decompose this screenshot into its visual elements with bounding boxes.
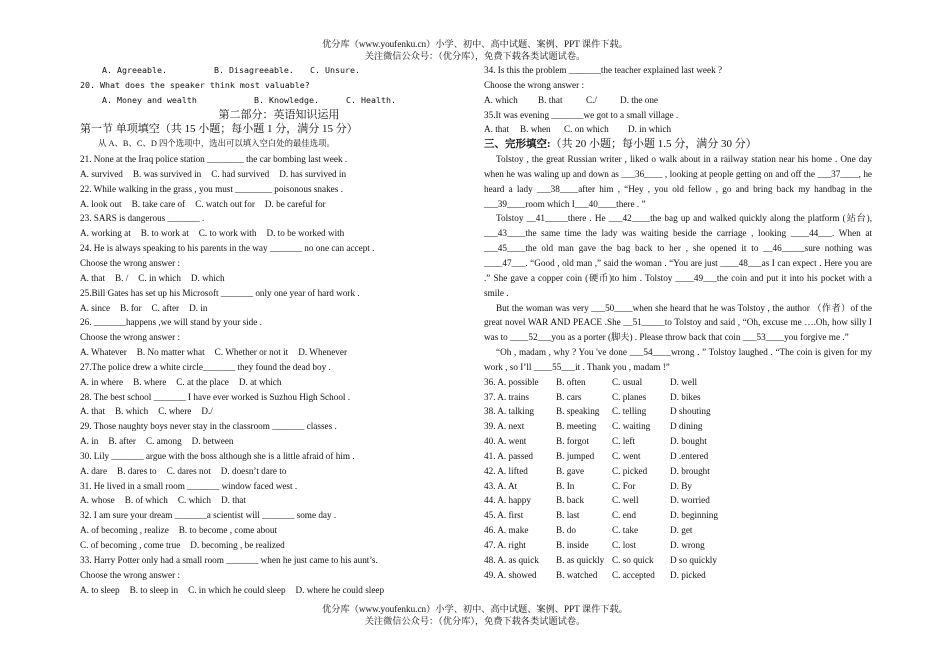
footer-line-2: 关注微信公众号：（优分库），免费下载各类试题试卷。: [364, 616, 586, 626]
option: B. In: [556, 480, 575, 491]
option: C. to work with: [198, 228, 257, 239]
passage-paragraph: But the woman was very ___50____when she heard that he was Tolstoy , the author （作者）of the great novel WAR AND PEACE .She __51_____to Tolstoy and said , “Oh, excuse me ….Oh, how silly I was to ____52___you as a porter (脚夫) . Please throw back that coin ___53____you forgive me .”: [484, 302, 872, 343]
cloze-options-row: [484, 568, 872, 583]
question-stem: 29. Those naughty boys never stay in the classroom _______ classes .: [80, 421, 337, 432]
option: A. in where: [80, 376, 124, 387]
option: B. No matter what: [136, 347, 205, 358]
option: A. which: [484, 94, 518, 105]
option: C. among: [145, 436, 182, 447]
option: B. /: [115, 272, 129, 283]
q35-options: [484, 122, 872, 137]
option: B. where: [133, 376, 167, 387]
option: C. For: [612, 480, 636, 491]
question-stem: 26. _______happens ,we will stand by your side .: [80, 317, 262, 328]
option: B. meeting: [556, 421, 597, 432]
option: C. dares not: [166, 465, 211, 476]
option: D. has survived in: [279, 168, 347, 179]
cloze-options-row: [484, 464, 872, 479]
cloze-option-list: [484, 375, 872, 583]
option: B. Knowledge.: [254, 94, 319, 105]
option: D. brought: [670, 465, 710, 476]
option: D. where he could sleep: [295, 584, 385, 595]
option: C. watch out for: [195, 198, 255, 209]
option: D. beginning: [670, 510, 718, 521]
option: D. get: [670, 525, 693, 536]
option: C. in which: [138, 272, 181, 283]
option: B. forgot: [556, 436, 590, 447]
question-options: [80, 375, 478, 390]
question-instruction: Choose the wrong answer :: [80, 569, 181, 580]
passage-paragraph: Tolstoy , the great Russian writer , liked o walk about in a railway station near his home . One day when he was waling up and down as ___36____ , looking at people getting on and off the ___37____, he heard a lady ___38____after him , “Hey , you old fellow , go and bring back my handbag in the ___39____room which I___40____there . ”: [484, 154, 872, 209]
option: B. jumped: [556, 450, 595, 461]
option: C. on which: [564, 124, 609, 135]
question-options: [80, 167, 478, 182]
option: B. inside: [556, 540, 589, 550]
question-stem: 32. I am sure your dream _______a scientist will _______ some day .: [80, 510, 337, 521]
option: B. to sleep in: [129, 584, 179, 595]
option: D. which: [190, 272, 225, 283]
option: B. gave: [556, 465, 585, 476]
option: D. Whenever: [298, 347, 348, 358]
option: 49. A. showed: [484, 569, 537, 580]
option: B. for: [120, 302, 142, 313]
option: A. Money and wealth: [102, 94, 197, 105]
question-stem: 30. Lily _______ argue with the boss although she is a little afraid of him .: [80, 450, 355, 461]
question-options: [80, 464, 478, 479]
option: D. that: [221, 495, 247, 506]
question-stem: 31. He lived in a small room _______ window faced west .: [80, 480, 298, 491]
option: B. when: [520, 124, 551, 135]
question-options: [80, 345, 478, 360]
q34-stem: 34. Is this the problem _______the teacher explained last week ?: [484, 65, 723, 75]
option: C. of becoming , come true: [80, 540, 181, 550]
cloze-options-row: [484, 375, 872, 390]
section1-title: 第一节 单项填空（共 15 小题；每小题 1 分，满分 15 分）: [80, 123, 358, 136]
option: 39. A. next: [484, 421, 525, 432]
q34-options: [484, 93, 872, 108]
q20-stem: 20. What does the speaker think most valuable?: [80, 79, 310, 90]
cloze-options-row: [484, 434, 872, 449]
option: D. becoming , be realized: [190, 540, 285, 550]
option: B. last: [556, 510, 580, 521]
option: B. dares to: [117, 465, 157, 476]
option: D. picked: [670, 569, 706, 580]
option: A. Whatever: [80, 347, 127, 358]
option: D. By: [670, 480, 692, 491]
option: A. whose: [80, 495, 115, 506]
option: D. bought: [670, 436, 707, 447]
question-stem: 21. None at the Iraq police station ________ the car bombing last week .: [80, 154, 348, 165]
option: C. so quick: [612, 554, 654, 565]
question-options: [80, 226, 478, 241]
option: B. often: [556, 376, 586, 387]
option: A. working at: [80, 228, 131, 239]
option: 44. A. happy: [484, 495, 531, 506]
question-list: [80, 152, 478, 597]
option: C. at the place: [176, 376, 229, 387]
header-line-2: 关注微信公众号：（优分库），免费下载各类试题试卷。: [364, 51, 586, 61]
q19-options: [80, 63, 478, 78]
cloze-options-row: [484, 390, 872, 405]
option: D. worried: [670, 495, 710, 506]
section3-title: [484, 137, 872, 152]
header-line-1: 优分库（www.youfenku.cn）小学、初中、高中试题、案例、PPT 课件下载。: [322, 39, 628, 49]
question-stem: 23. SARS is dangerous _______ .: [80, 213, 205, 224]
option: A. of becoming , realize: [80, 525, 169, 536]
cloze-options-row: [484, 508, 872, 523]
section1-instructions: 从 A、B、C、D 四个选项中，选出可以填入空白处的最佳选项。: [98, 139, 335, 149]
option: B. to become , come about: [178, 525, 278, 536]
part2-title: 第二部分：英语知识运用: [218, 108, 340, 121]
option: 37. A. trains: [484, 391, 529, 402]
page-header: [0, 38, 950, 62]
option: A. since: [80, 302, 111, 313]
option: C. end: [612, 510, 636, 521]
right-column: [484, 63, 872, 583]
option: D so quickly: [670, 554, 717, 565]
option: D. be careful for: [264, 198, 326, 209]
option: C. where: [158, 406, 192, 417]
question-options: [80, 197, 478, 212]
option: D .entered: [670, 450, 709, 461]
question-stem: 24. He is always speaking to his parents in the way _______ no one can accept .: [80, 243, 375, 254]
q35-stem: 35.It was evening _______we got to a small village .: [484, 109, 679, 120]
option: 48. A. as quick: [484, 554, 539, 565]
option: C./: [586, 94, 597, 105]
option: C. after: [151, 302, 180, 313]
passage-paragraph: Tolstoy __41_____there . He ___42____the bag up and walked quickly along the platform (站台), ___43____the same time the lady was waiting beside the carriage , looking ____44___. When at ___45____the old man gave the bag back to her , she opened it to __46_____sure nothing was ____47___. “Good , old man ,” said the woman . “You are just ____48___as I can expect . Here you are .” She gave a copper coin (硬币)to him . Tolstoy ____49___the coin and put it into his pocket with a smile .: [484, 213, 872, 298]
option: C. had survived: [211, 168, 270, 179]
option: D./: [201, 406, 213, 417]
option: D. doesn’t dare to: [220, 465, 287, 476]
option: B. take care of: [131, 198, 186, 209]
option: D. in which: [628, 124, 672, 135]
option: D. to be worked with: [266, 228, 345, 239]
question-options: [80, 301, 478, 316]
option: 36. A. possible: [484, 376, 539, 387]
option: C. which: [177, 495, 212, 506]
option: C. Unsure.: [310, 65, 360, 75]
option: B. to work at: [140, 228, 189, 239]
option: D. wrong: [670, 540, 705, 550]
footer-line-1: 优分库（www.youfenku.cn）小学、初中、高中试题、案例、PPT 课件下载。: [322, 604, 628, 614]
option: C. planes: [612, 391, 647, 402]
cloze-options-row: [484, 553, 872, 568]
option: B. as quickly: [556, 554, 605, 565]
q34-extra: Choose the wrong answer :: [484, 79, 585, 90]
cloze-options-row: [484, 523, 872, 538]
question-stem: 25.Bill Gates has set up his Microsoft _______ only one year of hard work .: [80, 287, 360, 298]
option: C. picked: [612, 465, 648, 476]
section3-label: 三、完形填空:: [484, 139, 551, 151]
option: B. that: [538, 94, 563, 105]
option: B. Disagreeable.: [214, 65, 294, 75]
option: A. that: [80, 272, 106, 283]
cloze-options-row: [484, 419, 872, 434]
option: C. in which he could sleep: [188, 584, 286, 595]
option: D shouting: [670, 406, 711, 417]
option: C. lost: [612, 540, 636, 550]
question-options: [80, 404, 478, 419]
option: 43. A. At: [484, 480, 518, 491]
option: C. went: [612, 450, 641, 461]
question-options: [80, 523, 478, 538]
option: D. well: [670, 376, 698, 387]
option: A. Agreeable.: [102, 65, 167, 75]
option: B. of which: [124, 495, 168, 506]
option: D dining: [670, 421, 703, 432]
option: C. Whether or not it: [214, 347, 289, 358]
option: B. do: [556, 525, 576, 536]
passage-paragraph: “Oh , madam , why ? You 've done ___54____wrong . ” Tolstoy laughed . “The coin is given for my work , so I’ll ____55___it . Thank you , madam !”: [484, 347, 872, 372]
option: 38. A. talking: [484, 406, 535, 417]
cloze-options-row: [484, 493, 872, 508]
question-options: [80, 583, 478, 598]
cloze-options-row: [484, 404, 872, 419]
question-stem: 22. While walking in the grass , you must ________ poisonous snakes .: [80, 183, 343, 194]
option: A. in: [80, 436, 99, 447]
option: A. that: [80, 406, 106, 417]
option: C. accepted: [612, 569, 655, 580]
question-options: [80, 538, 478, 553]
option: 47. A. right: [484, 540, 526, 550]
question-options: [80, 434, 478, 449]
question-stem: 28. The best school _______ I have ever worked is Suzhou High School .: [80, 391, 351, 402]
option: 42. A. lifted: [484, 465, 528, 476]
option: D. at which: [238, 376, 282, 387]
option: B. after: [108, 436, 136, 447]
option: B. speaking: [556, 406, 600, 417]
option: 45. A. first: [484, 510, 524, 521]
option: B. back: [556, 495, 585, 506]
option: B. which: [115, 406, 149, 417]
question-stem: 33. Harry Potter only had a small room _______ when he just came to his aunt’s.: [80, 554, 378, 565]
option: A. look out: [80, 198, 122, 209]
option: D. in: [189, 302, 208, 313]
option: 40. A. went: [484, 436, 527, 447]
left-column: [80, 63, 478, 597]
question-stem: 27.The police drew a white circle_______ they found the dead boy .: [80, 361, 331, 372]
option: A. dare: [80, 465, 108, 476]
option: D. the one: [620, 94, 659, 105]
question-instruction: Choose the wrong answer :: [80, 332, 181, 343]
option: B. watched: [556, 569, 598, 580]
cloze-options-row: [484, 479, 872, 494]
option: C. left: [612, 436, 635, 447]
cloze-options-row: [484, 449, 872, 464]
question-options: [80, 271, 478, 286]
option: D. between: [191, 436, 234, 447]
page-footer: [0, 603, 950, 627]
option: C. Health.: [346, 94, 396, 105]
option: A. to sleep: [80, 584, 120, 595]
option: A. survived: [80, 168, 123, 179]
option: 46. A. make: [484, 525, 529, 536]
option: C. waiting: [612, 421, 651, 432]
option: C. well: [612, 495, 639, 506]
option: C. usual: [612, 376, 643, 387]
option: C. telling: [612, 406, 647, 417]
option: B. cars: [556, 391, 582, 402]
question-options: [80, 493, 478, 508]
option: 41. A. passed: [484, 450, 533, 461]
option: A. that: [484, 124, 510, 135]
cloze-options-row: [484, 538, 872, 553]
question-instruction: Choose the wrong answer :: [80, 257, 181, 268]
section3-note: （共 20 小题；每小题 1.5 分，满分 30 分）: [550, 138, 757, 151]
q20-options: [80, 93, 478, 108]
option: B. was survived in: [132, 168, 202, 179]
option: C. take: [612, 525, 639, 536]
option: D. bikes: [670, 391, 701, 402]
